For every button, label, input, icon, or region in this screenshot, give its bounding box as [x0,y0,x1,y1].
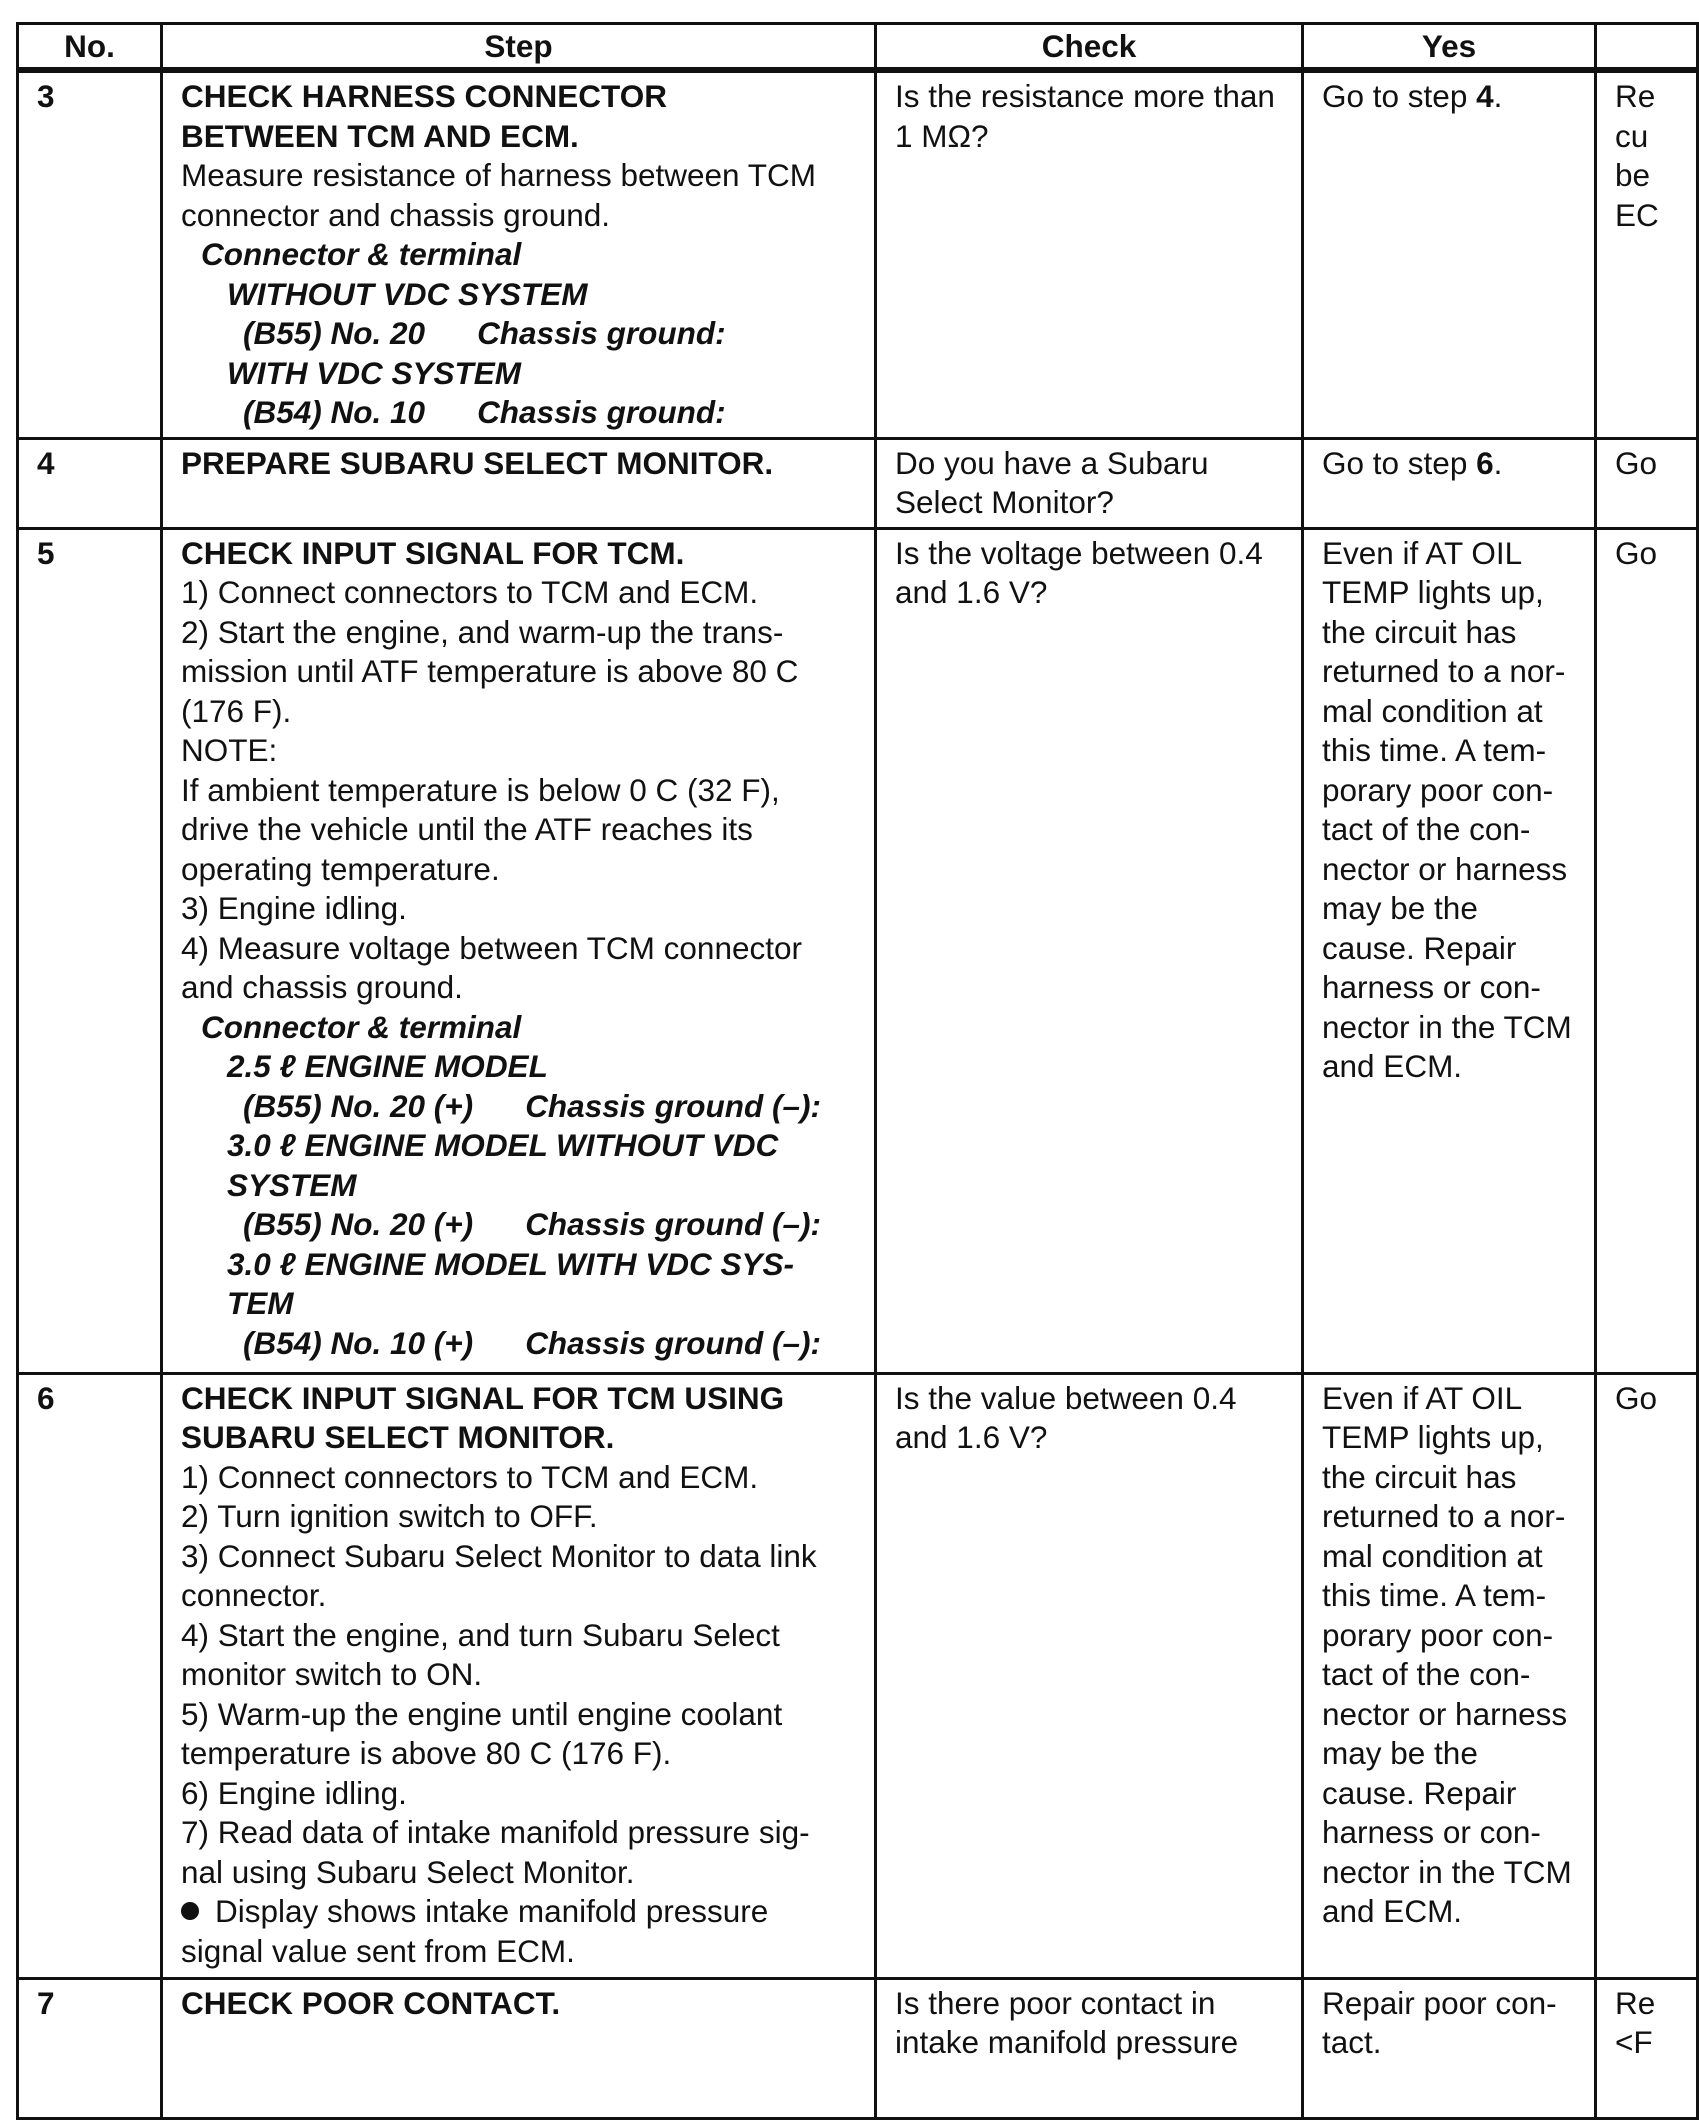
terminal: (B54) No. 10 (+) [243,1324,474,1361]
header-step: Step [162,24,876,71]
step-text: temperature is above 80 C (176 F). [181,1735,672,1771]
yes-step-ref: 6 [1476,444,1494,481]
bullet-icon [181,1902,199,1920]
no-cell [1596,438,1698,528]
model-label: 2.5 ℓ ENGINE MODEL [227,1048,548,1084]
table-row [18,1373,1698,1978]
table-row [18,438,1698,528]
bullet-item [181,1892,864,1932]
step-title: CHECK INPUT SIGNAL FOR TCM USING [181,1379,785,1416]
step-number: 5 [18,528,162,1373]
table-header-row [18,24,1698,71]
check-text: and 1.6 V? [895,574,1048,610]
step-text: 7) Read data of intake manifold pressure sig- [181,1814,810,1850]
step-cell [162,1978,876,2118]
yes-text: the circuit has [1322,613,1517,650]
check-text: Do you have a Subaru [895,444,1209,481]
yes-text [1322,444,1584,484]
step-text: 4) Start the engine, and turn Subaru Select [181,1616,780,1653]
check-cell [876,528,1303,1373]
step-cell [162,70,876,438]
step-text: 3) Engine idling. [181,890,407,926]
yes-text: Repair poor con- [1322,1984,1557,2021]
header-no: No. [18,24,162,71]
step-title: CHECK HARNESS CONNECTOR [181,78,667,114]
step-title: BETWEEN TCM AND ECM. [181,117,579,154]
step-text: nal using Subaru Select Monitor. [181,1853,635,1890]
terminal-spec [181,1324,864,1364]
yes-prefix: Go to step [1322,444,1477,481]
header-yes: Yes [1303,24,1596,71]
step-number: 6 [18,1373,162,1978]
yes-text: harness or con- [1322,969,1541,1005]
check-cell [876,438,1303,528]
check-text: Is there poor contact in [895,1984,1216,2021]
yes-cell [1303,1978,1596,2118]
step-cell [162,528,876,1373]
yes-text: and ECM. [1322,1048,1463,1084]
yes-text: this time. A tem- [1322,1577,1547,1613]
yes-text: nector in the TCM [1322,1008,1572,1045]
check-cell [876,1373,1303,1978]
ground: Chassis ground (–): [525,1206,821,1242]
step-text: mission until ATF temperature is above 80 C [181,653,799,689]
yes-text: may be the [1322,1735,1478,1771]
step-text: (176 F). [181,692,292,729]
no-text: Re [1615,78,1656,114]
check-cell [876,1978,1303,2118]
step-text: 5) Warm-up the engine until engine coolant [181,1695,783,1732]
check-text: Is the voltage between 0.4 [895,534,1263,571]
system-label: WITHOUT VDC SYSTEM [227,275,588,312]
yes-text: cause. Repair [1322,929,1517,966]
step-text: 1) Connect connectors to TCM and ECM. [181,1458,759,1495]
step-title: SUBARU SELECT MONITOR. [181,1419,615,1455]
no-cell [1596,1978,1698,2118]
step-text: 2) Turn ignition switch to OFF. [181,1498,598,1534]
header-no-answer [1596,24,1698,71]
table-row [18,1978,1698,2118]
step-text: and chassis ground. [181,969,463,1005]
step-text: connector and chassis ground. [181,196,611,233]
check-text: intake manifold pressure [895,2024,1239,2060]
yes-text: nector in the TCM [1322,1853,1572,1890]
no-text: Go [1615,534,1658,571]
step-text: NOTE: [181,732,278,768]
yes-text: the circuit has [1322,1458,1517,1495]
no-text: Go [1615,1379,1658,1416]
step-title: CHECK INPUT SIGNAL FOR TCM. [181,534,685,571]
terminal: (B55) No. 20 [243,315,426,351]
model-label: TEM [227,1285,294,1321]
no-cell [1596,1373,1698,1978]
no-text: cu [1615,117,1649,154]
connector-heading: Connector & terminal [201,1008,522,1045]
step-text: 3) Connect Subaru Select Monitor to data link [181,1537,817,1574]
step-text: If ambient temperature is below 0 C (32 F), [181,771,780,808]
yes-suffix: . [1493,78,1503,114]
yes-text: this time. A tem- [1322,732,1547,768]
step-title: PREPARE SUBARU SELECT MONITOR. [181,444,774,481]
yes-suffix: . [1493,444,1503,481]
step-number: 3 [18,70,162,438]
yes-cell [1303,1373,1596,1978]
yes-prefix: Go to step [1322,78,1477,114]
step-text: 1) Connect connectors to TCM and ECM. [181,574,759,610]
terminal: (B54) No. 10 [243,394,426,430]
system-label: WITH VDC SYSTEM [227,354,522,391]
step-cell [162,438,876,528]
check-text: Is the value between 0.4 [895,1379,1237,1416]
terminal-spec [181,1087,864,1127]
yes-text: mal condition at [1322,692,1543,729]
ground: Chassis ground: [477,315,726,351]
check-cell [876,70,1303,438]
yes-text [1322,77,1584,117]
yes-text: Even if AT OIL [1322,1379,1523,1416]
yes-text: nector or harness [1322,1695,1568,1732]
terminal-spec [181,1205,864,1245]
yes-text: tact. [1322,2024,1382,2060]
yes-text: porary poor con- [1322,1616,1554,1653]
no-cell [1596,70,1698,438]
yes-step-ref: 4 [1476,78,1494,114]
model-label: 3.0 ℓ ENGINE MODEL WITHOUT VDC [227,1127,779,1163]
step-text: 4) Measure voltage between TCM connector [181,929,802,966]
step-text: 6) Engine idling. [181,1774,407,1811]
step-text: drive the vehicle until the ATF reaches its [181,811,753,847]
no-text: be [1615,157,1651,193]
step-text: connector. [181,1577,327,1613]
table-row [18,528,1698,1373]
yes-text: TEMP lights up, [1322,1419,1544,1455]
step-number: 4 [18,438,162,528]
model-label: SYSTEM [227,1166,357,1203]
terminal: (B55) No. 20 (+) [243,1206,474,1242]
model-label: 3.0 ℓ ENGINE MODEL WITH VDC SYS- [227,1245,794,1282]
check-text: 1 MΩ? [895,117,989,154]
no-text: EC [1615,196,1659,233]
terminal: (B55) No. 20 (+) [243,1087,474,1124]
yes-text: nector or harness [1322,850,1568,887]
step-text: Measure resistance of harness between TCM [181,157,816,193]
no-cell [1596,528,1698,1373]
yes-text: porary poor con- [1322,771,1554,808]
ground: Chassis ground (–): [525,1324,821,1361]
yes-cell [1303,528,1596,1373]
yes-text: harness or con- [1322,1814,1541,1850]
ground: Chassis ground (–): [525,1087,821,1124]
yes-text: cause. Repair [1322,1774,1517,1811]
check-text: and 1.6 V? [895,1419,1048,1455]
no-text: Re [1615,1984,1656,2021]
connector-heading: Connector & terminal [201,236,522,272]
yes-text: returned to a nor- [1322,653,1566,689]
step-title: CHECK POOR CONTACT. [181,1984,561,2021]
yes-text: mal condition at [1322,1537,1543,1574]
ground: Chassis ground: [477,394,726,430]
step-cell [162,1373,876,1978]
no-text: <F [1615,2024,1653,2060]
step-number: 7 [18,1978,162,2118]
yes-text: tact of the con- [1322,811,1531,847]
check-text: Is the resistance more than [895,78,1275,114]
terminal-spec [181,393,864,433]
yes-text: and ECM. [1322,1893,1463,1929]
diagnostic-table [16,22,1699,2120]
table-row [18,70,1698,438]
terminal-spec [181,314,864,354]
yes-cell [1303,438,1596,528]
yes-text: may be the [1322,890,1478,926]
step-text: 2) Start the engine, and warm-up the trans- [181,613,784,650]
step-text: operating temperature. [181,850,500,887]
yes-text: tact of the con- [1322,1656,1531,1692]
header-check: Check [876,24,1303,71]
no-text: Go [1615,444,1658,481]
yes-text: Even if AT OIL [1322,534,1523,571]
yes-cell [1303,70,1596,438]
bullet-text: signal value sent from ECM. [181,1932,575,1969]
step-text: monitor switch to ON. [181,1656,483,1692]
check-text: Select Monitor? [895,484,1114,520]
bullet-text: Display shows intake manifold pressure [215,1893,769,1929]
yes-text: TEMP lights up, [1322,574,1544,610]
yes-text: returned to a nor- [1322,1498,1566,1534]
